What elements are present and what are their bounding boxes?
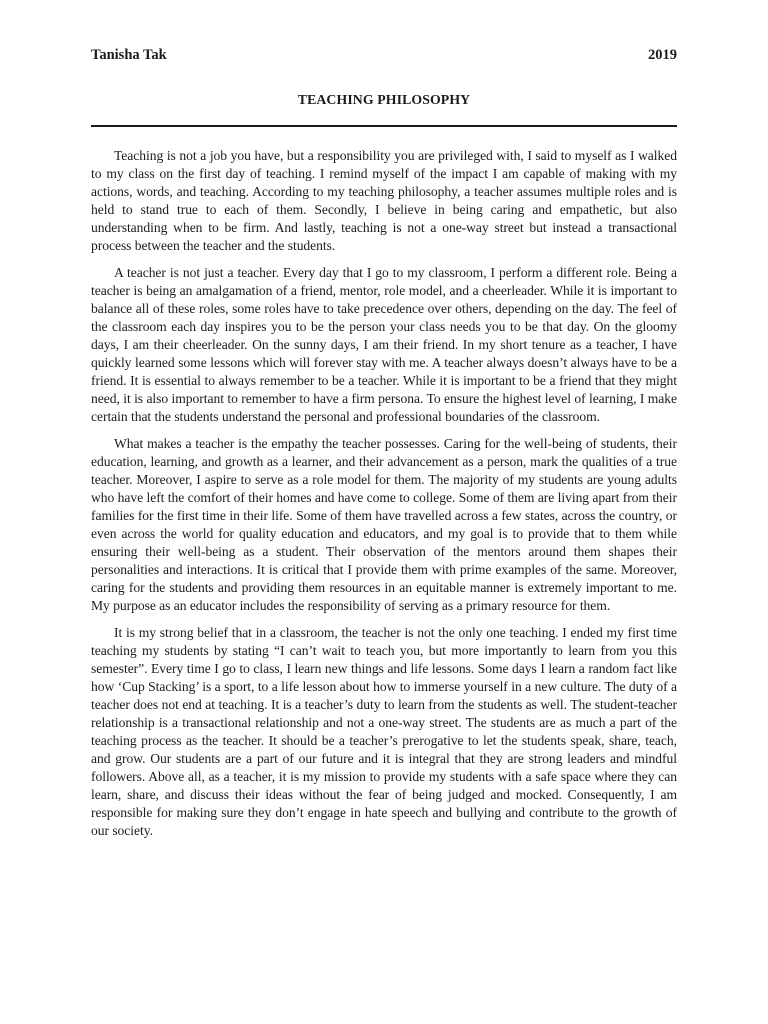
paragraph: What makes a teacher is the empathy the teacher possesses. Caring for the well-being of students, their education, learning, and growth as a learner, and their advancement as a person, mark the qualities of a true teacher. Moreover, I aspire to serve as a role model for them. The majority of my students are young adults who have left the comfort of their homes and have come to college. Some of them are living apart from their families for the first time in their life. Some of them have travelled across a few states, across the country, or even across the world for quality education and educators, and my goal is to provide that to them while ensuring their well-being as a student. Their observation of the mentors around them shapes their personalities and interactions. It is critical that I provide them with prime examples of the same. Moreover, caring for the students and providing them resources in an equitable manner is extremely important to me. My purpose as an educator includes the responsibility of serving as a primary resource for them. bbox=[91, 435, 677, 614]
paragraph: A teacher is not just a teacher. Every day that I go to my classroom, I perform a different role. Being a teacher is being an amalgamation of a friend, mentor, role model, and a cheerleader. While it is important to balance all of these roles, some roles have to take precedence over others, depending on the day. The feel of the classroom each day inspires you to be the person your class needs you to be that day. On the gloomy days, I am their cheerleader. On the sunny days, I am their friend. In my short tenure as a teacher, I have quickly learned some lessons which will forever stay with me. A teacher always doesn’t always have to be a friend. It is essential to always remember to be a teacher. While it is important to be a friend that they might need, it is also important to remember to have a firm persona. To ensure the highest level of learning, I make certain that the students understand the personal and professional boundaries of the classroom. bbox=[91, 264, 677, 425]
document-year: 2019 bbox=[648, 47, 677, 63]
title-divider bbox=[91, 125, 677, 127]
page-header bbox=[91, 46, 677, 64]
paragraph: It is my strong belief that in a classroom, the teacher is not the only one teaching. I ended my first time teaching my students by stating “I can’t wait to teach you, but more importantly to learn from you this semester”. Every time I go to class, I learn new things and life lessons. Some days I learn a random fact like how ‘Cup Stacking’ is a sport, to a life lesson about how to immerse yourself in a new culture. The duty of a teacher does not end at teaching. It is a teacher’s duty to learn from the students as well. The student-teacher relationship is a transactional relationship and not a one-way street. The students are as much a part of the teaching process as the teacher. It should be a teacher’s prerogative to let the students speak, share, teach, and grow. Our students are a part of our future and it is integral that they are strong leaders and mindful followers. Above all, as a teacher, it is my mission to provide my students with a safe space where they can learn, share, and discuss their ideas without the fear of being judged and mocked. Consequently, I am responsible for making sure they don’t engage in hate speech and bullying and contribute to the growth of our society. bbox=[91, 624, 677, 839]
paragraph: Teaching is not a job you have, but a responsibility you are privileged with, I said to myself as I walked to my class on the first day of teaching. I remind myself of the impact I am capable of making with my actions, words, and teaching. According to my teaching philosophy, a teacher assumes multiple roles and is held to stand true to each of them. Secondly, I believe in being caring and empathetic, but also understanding when to be firm. And lastly, teaching is not a one-way street but instead a transactional process between the teacher and the students. bbox=[91, 148, 677, 254]
author-name: Tanisha Tak bbox=[91, 47, 167, 63]
document-title: TEACHING PHILOSOPHY bbox=[297, 92, 471, 107]
document-body bbox=[91, 147, 677, 849]
